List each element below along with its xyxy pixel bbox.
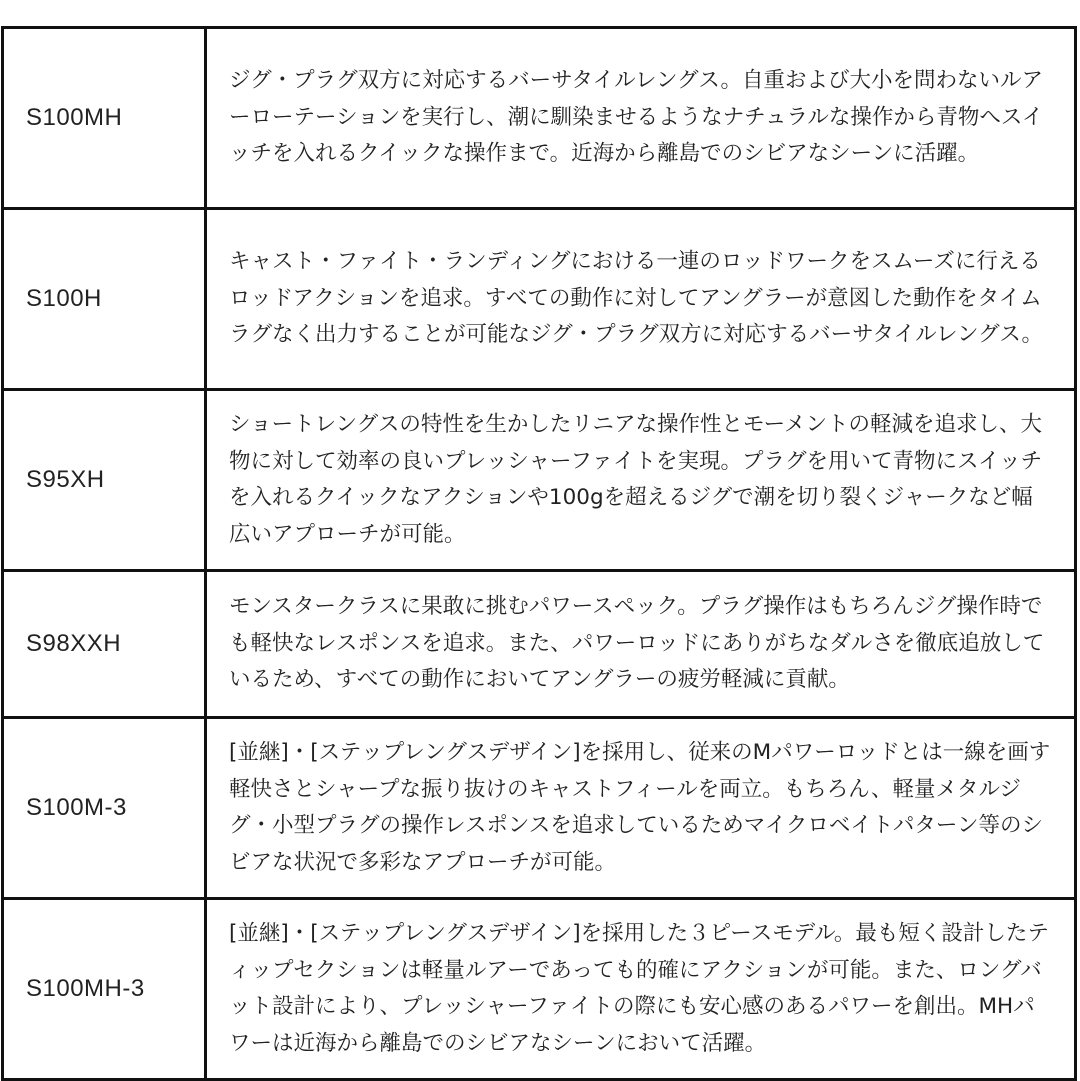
model-name: S100MH-3 <box>3 899 206 1080</box>
table-row <box>3 899 1076 1080</box>
model-name: S95XH <box>3 390 206 571</box>
model-description: モンスタークラスに果敢に挑むパワースペック。プラグ操作はもちろんジグ操作時でも軽快なレスポンスを追求。また、パワーロッドにありがちなダルさを徹底追放しているため、すべての動作においてアングラーの疲労軽減に貢献。 <box>206 571 1076 718</box>
table-row <box>3 571 1076 718</box>
table-row <box>3 28 1076 209</box>
model-name: S98XXH <box>3 571 206 718</box>
rod-spec-table <box>1 26 1077 1081</box>
table-row <box>3 390 1076 571</box>
table-row <box>3 718 1076 899</box>
model-description: キャスト・ファイト・ランディングにおける一連のロッドワークをスムーズに行えるロッドアクションを追求。すべての動作に対してアングラーが意図した動作をタイムラグなく出力することが可能なジグ・プラグ双方に対応するバーサタイルレングス。 <box>206 209 1076 390</box>
model-description: [並継]・[ステップレングスデザイン]を採用した３ピースモデル。最も短く設計したティップセクションは軽量ルアーであっても的確にアクションが可能。また、ロングバット設計により、プレッシャーファイトの際にも安心感のあるパワーを創出。MHパワーは近海から離島でのシビアなシーンにおいて活躍。 <box>206 899 1076 1080</box>
model-description: [並継]・[ステップレングスデザイン]を採用し、従来のMパワーロッドとは一線を画す軽快さとシャープな振り抜けのキャストフィールを両立。もちろん、軽量メタルジグ・小型プラグの操作レスポンスを追求しているためマイクロベイトパターン等のシビアな状況で多彩なアプローチが可能。 <box>206 718 1076 899</box>
table-row <box>3 209 1076 390</box>
model-name: S100H <box>3 209 206 390</box>
model-description: ショートレングスの特性を生かしたリニアな操作性とモーメントの軽減を追求し、大物に対して効率の良いプレッシャーファイトを実現。プラグを用いて青物にスイッチを入れるクイックなアクションや100gを超えるジグで潮を切り裂くジャークなど幅広いアプローチが可能。 <box>206 390 1076 571</box>
model-description: ジグ・プラグ双方に対応するバーサタイルレングス。自重および大小を問わないルアーローテーションを実行し、潮に馴染ませるようなナチュラルな操作から青物へスイッチを入れるクイックな操作まで。近海から離島でのシビアなシーンに活躍。 <box>206 28 1076 209</box>
model-name: S100M-3 <box>3 718 206 899</box>
model-name: S100MH <box>3 28 206 209</box>
